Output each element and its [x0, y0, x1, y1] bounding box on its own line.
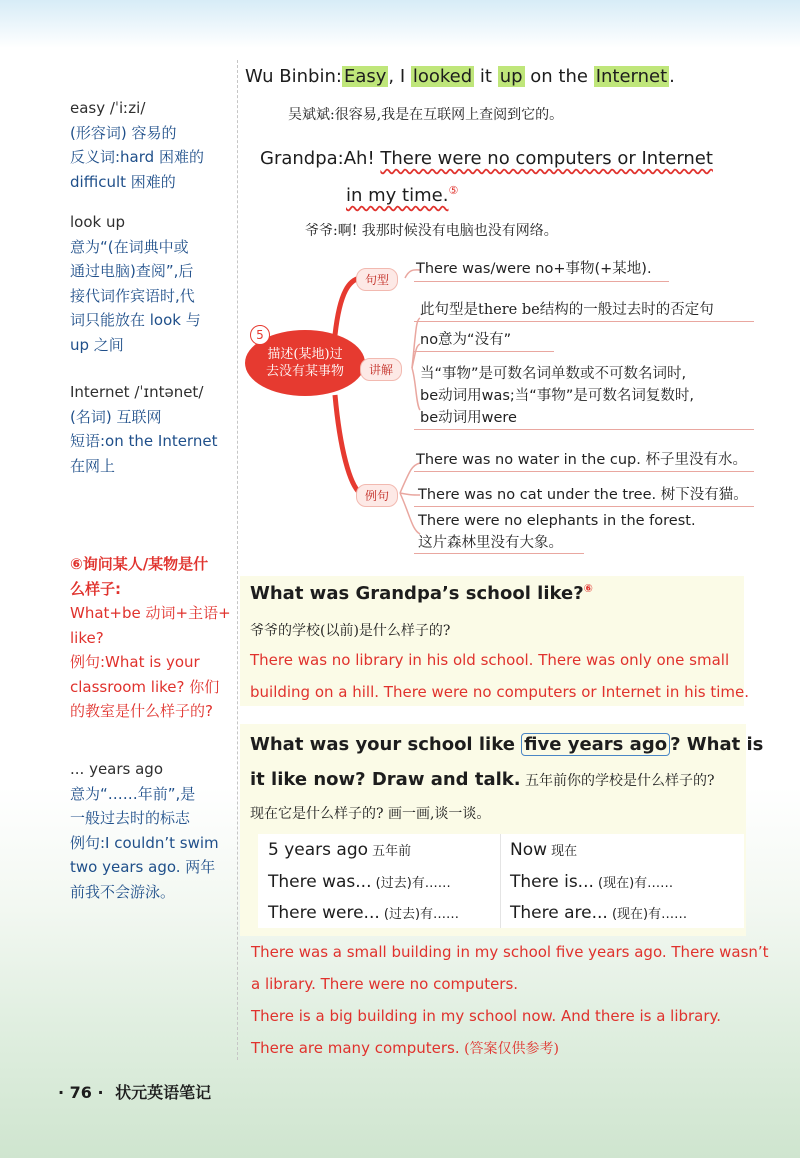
boxed-phrase: five years ago [521, 733, 670, 756]
table-cell-there-were [268, 903, 459, 923]
answer-line [251, 1032, 769, 1065]
cell-cn: 现在 [547, 844, 578, 859]
page-footer [58, 1080, 211, 1103]
answer-line: building on a hill. There were no computers or Internet in his time. [250, 683, 750, 701]
cell-en: 5 years ago [268, 840, 369, 860]
note-lookup-head: look up [70, 213, 126, 231]
question-1-translation: 爷爷的学校(以前)是什么样子的? [250, 623, 451, 639]
answer-line: There was a small building in my school five years ago. There wasn’t [251, 943, 769, 961]
note-internet-line: (名词) 互联网 [70, 407, 162, 426]
underline [414, 321, 754, 322]
note-internet-head: Internet /ˈɪntənet/ [70, 383, 204, 401]
note-ask-like [70, 552, 231, 724]
text-fragment: Ah! [343, 148, 381, 169]
note-lookup-line: up 之间 [70, 335, 124, 354]
twig [400, 493, 420, 495]
mindmap-number: 5 [250, 325, 270, 345]
text-fragment: it like now? Draw and talk. [250, 769, 521, 790]
note-marker-6: ⑥ [583, 582, 593, 595]
text-fragment: on the [524, 66, 594, 87]
note-internet [70, 380, 217, 478]
table-cell-now-header [510, 840, 577, 860]
page-number: · 76 · [58, 1083, 104, 1102]
example-1: There was no water in the cup. 杯子里没有水。 [416, 452, 747, 468]
label-example: 例句 [356, 484, 398, 507]
explain-line-3 [420, 363, 694, 429]
note-years-ago-line: two years ago. 两年 [70, 858, 216, 876]
note-ask-like-line: ⑥询问某人/某物是什 [70, 555, 209, 573]
wavy-sentence: There were no computers or Internet [380, 148, 713, 169]
highlight-looked: looked [412, 66, 473, 87]
answer-text: There are many computers. [251, 1039, 460, 1057]
cell-cn: (过去)有…… [379, 907, 460, 922]
underline [414, 281, 669, 282]
label-pattern: 句型 [356, 268, 398, 291]
note-ask-like-line: 的教室是什么样子的? [70, 702, 213, 720]
note-easy-line: 反义词:hard 困难的 [70, 148, 204, 166]
answer-note: (答案仅供参考) [459, 1041, 560, 1057]
branch-pattern [335, 278, 360, 335]
note-lookup-line: 意为“(在词典中或 [70, 237, 189, 256]
answer-line: a library. There were no computers. [251, 975, 519, 993]
cell-en: There were... [268, 903, 380, 923]
note-lookup-line: 通过电脑)查阅”,后 [70, 262, 194, 280]
note-lookup [70, 210, 201, 357]
text-fragment: What was your school like [250, 734, 522, 755]
question-2-answer [251, 936, 769, 1065]
comparison-table [258, 834, 744, 928]
table-cell-there-is [510, 872, 673, 892]
example-3-en: There were no elephants in the forest. [418, 513, 696, 529]
cell-en: There was... [268, 872, 372, 892]
explain-line-3c: be动词用were [420, 410, 517, 426]
note-lookup-line: 接代词作宾语时,代 [70, 286, 195, 305]
note-easy-line: (形容词) 容易的 [70, 123, 177, 142]
pattern-text: There was/were no+事物(+某地). [416, 261, 652, 277]
note-years-ago-line: 前我不会游泳。 [70, 882, 176, 901]
note-years-ago [70, 757, 219, 904]
twig [400, 493, 420, 534]
explain-line-3b: be动词用was;当“事物”是可数名词复数时, [420, 388, 694, 404]
highlight-easy: Easy [343, 66, 387, 87]
question-1-text: What was Grandpa’s school like? [250, 583, 584, 604]
speaker-wu: Wu Binbin: [245, 66, 342, 87]
question-2-title-line1 [250, 734, 763, 755]
note-internet-line: 短语:on the Internet [70, 432, 218, 450]
twig [412, 368, 420, 410]
cell-en: There are... [510, 903, 608, 923]
example-2: There was no cat under the tree. 树下没有猫。 [418, 487, 748, 503]
dialog-grandpa-translation: 爷爷:啊! 我那时候没有电脑也没有网络。 [305, 223, 558, 239]
table-divider [500, 834, 501, 928]
note-ask-like-line: 例句:What is your [70, 653, 200, 671]
underline [414, 506, 754, 507]
answer-line: There is a big building in my school now. And there is a library. [251, 1007, 722, 1025]
explain-line-3a: 当“事物”是可数名词单数或不可数名词时, [420, 366, 687, 382]
speaker-grandpa: Grandpa: [260, 148, 344, 169]
text-fragment: . [669, 66, 675, 87]
note-easy-line: difficult 困难的 [70, 172, 176, 191]
cell-en: There is... [510, 872, 594, 892]
translation-fragment: 五年前你的学校是什么样子的? [520, 773, 715, 789]
explain-line-2: no意为“没有” [420, 332, 512, 348]
table-cell-there-are [510, 903, 687, 923]
dialog-wu-translation: 吴斌斌:很容易,我是在互联网上查阅到它的。 [288, 107, 564, 123]
text-fragment: it [474, 66, 498, 87]
wavy-sentence: in my time. [346, 185, 449, 206]
underline [414, 351, 554, 352]
table-cell-there-was [268, 872, 451, 892]
question-1-title [250, 582, 593, 604]
question-2-translation: 现在它是什么样子的? 画一画,谈一谈。 [250, 806, 491, 822]
cell-cn: (过去)有…… [371, 876, 451, 891]
highlight-internet: Internet [595, 66, 668, 87]
cell-cn: 五年前 [368, 844, 412, 859]
note-internet-line: 在网上 [70, 456, 116, 475]
note-ask-like-line: What+be 动词+主语+ [70, 604, 231, 622]
underline [414, 471, 754, 472]
note-years-ago-head: ... years ago [70, 760, 164, 778]
note-easy [70, 96, 204, 194]
note-ask-like-line: classroom like? 你们 [70, 677, 220, 696]
question-2-title-line2 [250, 769, 715, 790]
cell-en: Now [510, 840, 548, 860]
cell-cn: (现在)有…… [593, 876, 674, 891]
column-divider [237, 60, 238, 1060]
note-easy-head: easy /ˈiːzi/ [70, 99, 146, 117]
example-3-cn: 这片森林里没有大象。 [418, 535, 563, 551]
text-fragment: ? What is [670, 734, 764, 755]
highlight-up: up [499, 66, 523, 87]
underline [414, 553, 584, 554]
book-title: 状元英语笔记 [115, 1083, 212, 1102]
top-band [0, 0, 800, 48]
note-ask-like-line: 么样子: [70, 579, 121, 598]
note-years-ago-line: 例句:I couldn’t swim [70, 833, 219, 852]
dialog-wu-line [245, 66, 675, 87]
label-explain: 讲解 [360, 358, 402, 381]
note-marker-5: ⑤ [448, 184, 459, 197]
mindmap-center-label: 描述(某地)过去没有某事物 [265, 347, 344, 379]
explain-line-1: 此句型是there be结构的一般过去时的否定句 [420, 302, 714, 318]
question-1-answer [250, 644, 749, 708]
note-ask-like-line: like? [70, 628, 104, 647]
table-cell-past-header [268, 840, 411, 860]
dialog-grandpa-line [260, 148, 713, 169]
cell-cn: (现在)有…… [607, 907, 688, 922]
note-years-ago-line: 一般过去时的标志 [70, 809, 191, 827]
text-fragment: , I [388, 66, 411, 87]
answer-line: There was no library in his old school. There was only one small [250, 651, 730, 669]
branch-example [335, 395, 360, 493]
note-lookup-line: 词只能放在 look 与 [70, 311, 201, 329]
underline [414, 429, 754, 430]
dialog-grandpa-line2 [346, 184, 458, 206]
note-years-ago-line: 意为“……年前”,是 [70, 784, 196, 803]
example-3 [418, 510, 696, 554]
